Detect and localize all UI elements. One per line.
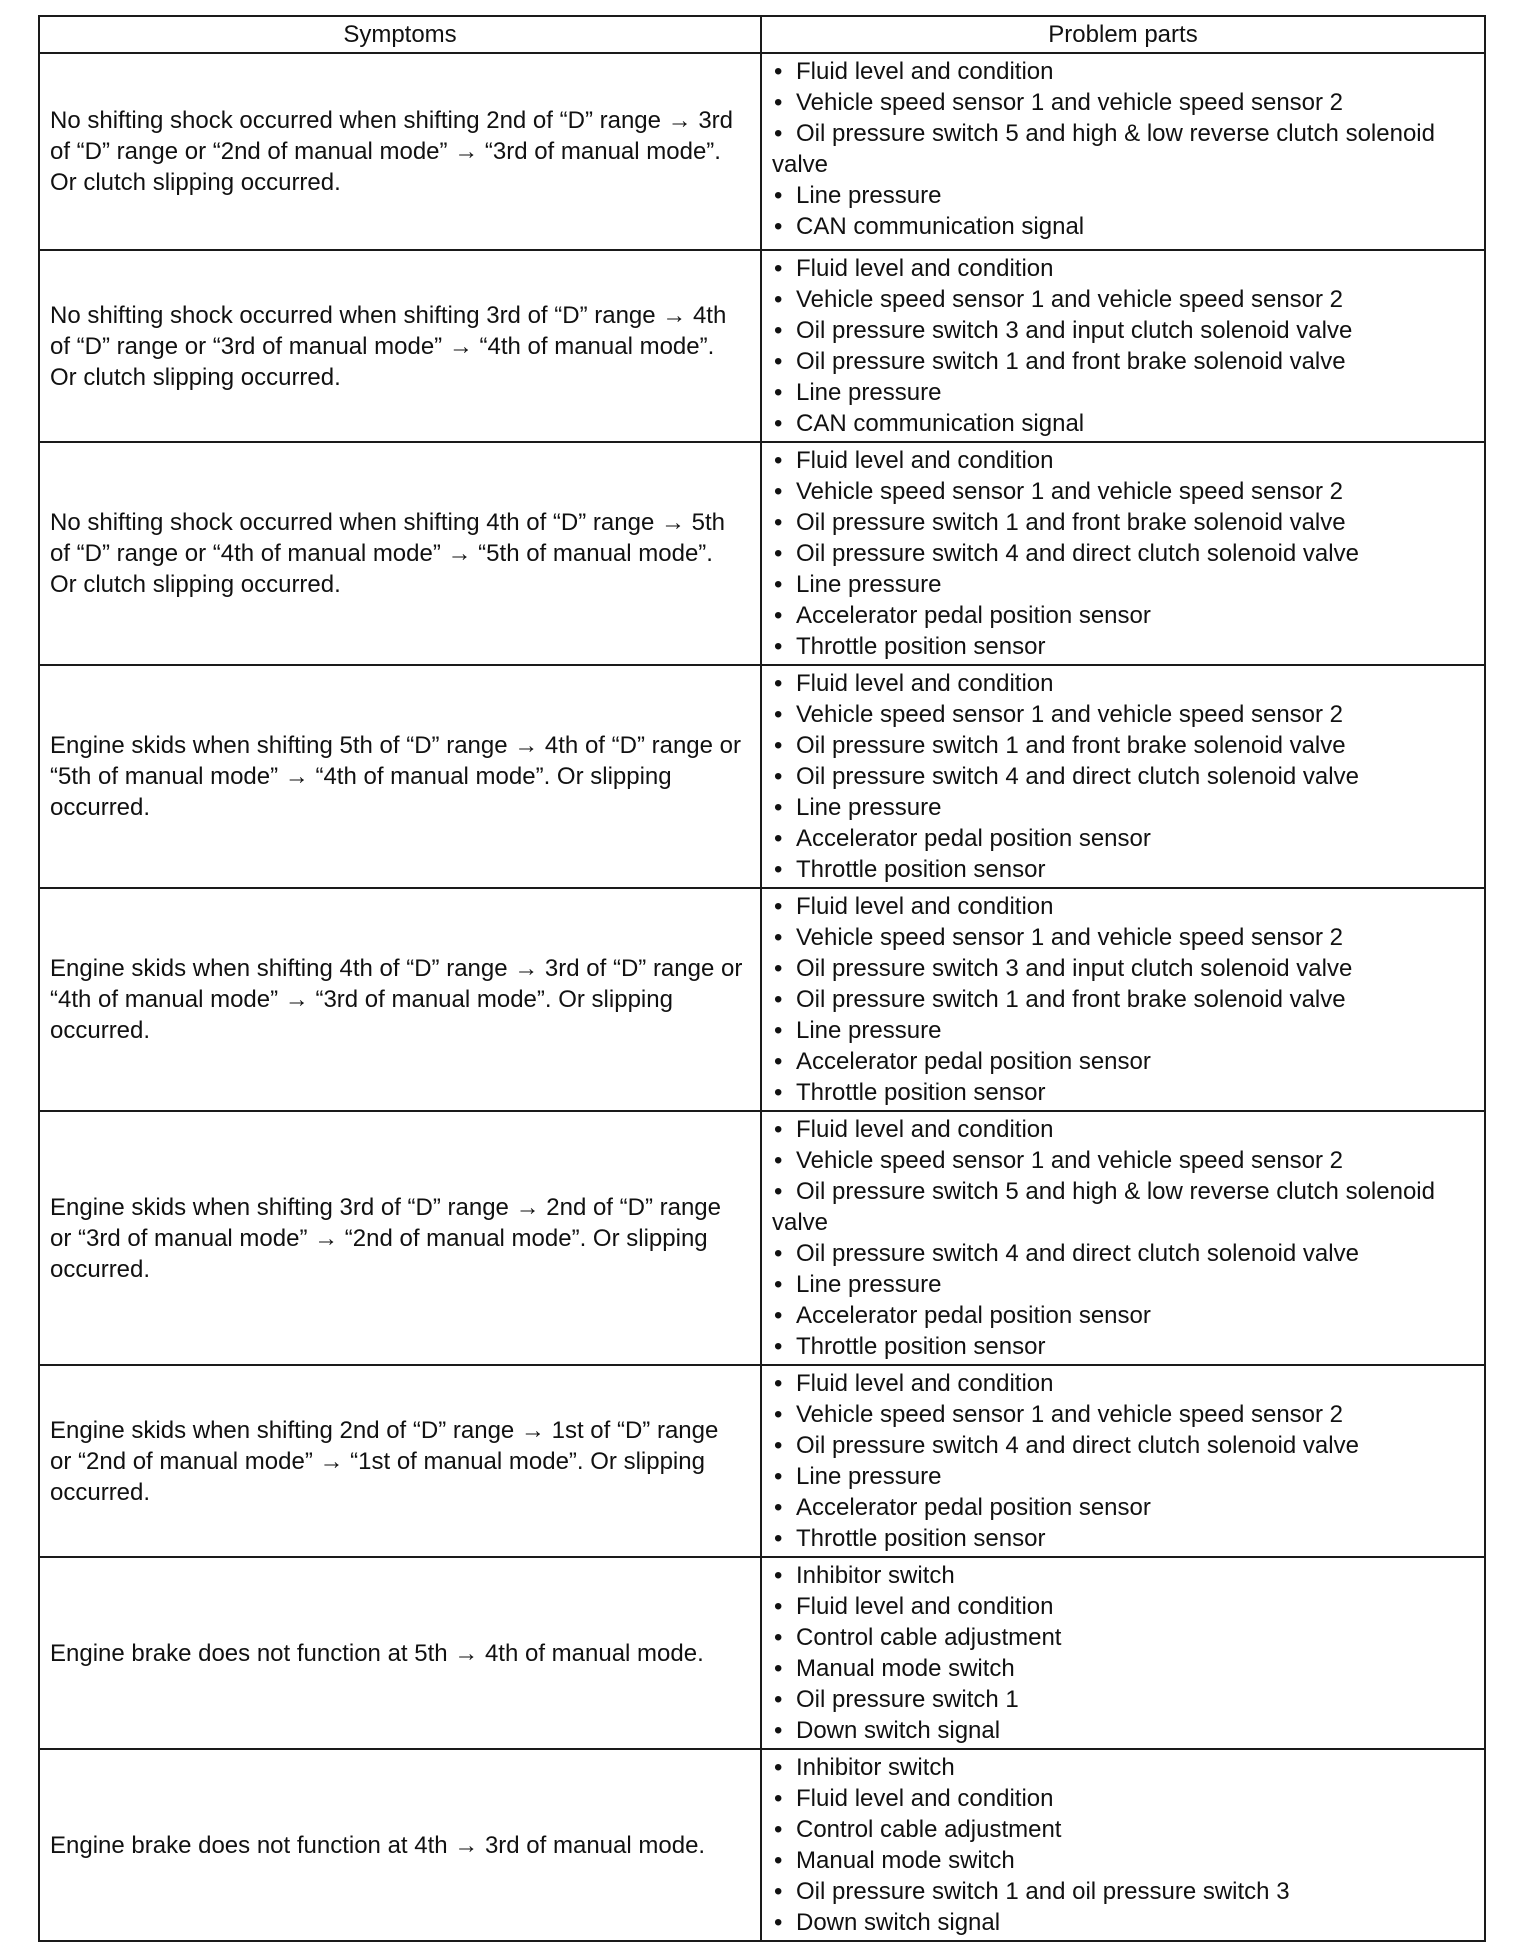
problem-parts-list [772, 56, 1476, 242]
symptom-cell: Engine brake does not function at 4th → 3rd of manual mode. [39, 1749, 761, 1941]
problem-part-item: • Oil pressure switch 1 and front brake solenoid valve [772, 984, 1476, 1015]
problem-part-item: • Inhibitor switch [772, 1560, 1476, 1591]
symptom-cell: Engine skids when shifting 5th of “D” range → 4th of “D” range or “5th of manual mode” → “4th of manual mode”. Or slipping occurred. [39, 665, 761, 888]
table-row [39, 1365, 1485, 1557]
table-row [39, 665, 1485, 888]
problem-part-item: • Accelerator pedal position sensor [772, 1492, 1476, 1523]
header-problem-parts: Problem parts [761, 16, 1485, 53]
problem-part-item: • Vehicle speed sensor 1 and vehicle speed sensor 2 [772, 1399, 1476, 1430]
problem-parts-list [772, 1114, 1476, 1362]
table-row [39, 1111, 1485, 1365]
problem-part-item: • Fluid level and condition [772, 1114, 1476, 1145]
table-row [39, 53, 1485, 250]
problem-part-item: • Manual mode switch [772, 1845, 1476, 1876]
problem-part-item: • Fluid level and condition [772, 56, 1476, 87]
problem-part-item: • Accelerator pedal position sensor [772, 823, 1476, 854]
problem-part-item: • Line pressure [772, 377, 1476, 408]
problem-parts-cell [761, 250, 1485, 442]
problem-part-item: • Vehicle speed sensor 1 and vehicle speed sensor 2 [772, 1145, 1476, 1176]
problem-parts-list [772, 253, 1476, 439]
symptom-cell: Engine skids when shifting 2nd of “D” range → 1st of “D” range or “2nd of manual mode” → “1st of manual mode”. Or slipping occurred. [39, 1365, 761, 1557]
problem-part-item: • Vehicle speed sensor 1 and vehicle speed sensor 2 [772, 284, 1476, 315]
problem-part-item: • Down switch signal [772, 1715, 1476, 1746]
problem-part-item: • Down switch signal [772, 1907, 1476, 1938]
problem-part-item: • Line pressure [772, 180, 1476, 211]
problem-part-item: • Throttle position sensor [772, 854, 1476, 885]
problem-part-item: • Accelerator pedal position sensor [772, 1300, 1476, 1331]
problem-part-item: • Oil pressure switch 4 and direct clutch solenoid valve [772, 538, 1476, 569]
problem-parts-list [772, 891, 1476, 1108]
table-row [39, 250, 1485, 442]
problem-part-item: • Oil pressure switch 1 and oil pressure switch 3 [772, 1876, 1476, 1907]
problem-parts-cell [761, 442, 1485, 665]
problem-parts-cell [761, 1365, 1485, 1557]
problem-part-item: • Oil pressure switch 5 and high & low reverse clutch solenoid valve [772, 1176, 1476, 1238]
problem-parts-list [772, 445, 1476, 662]
symptom-cell: No shifting shock occurred when shifting 3rd of “D” range → 4th of “D” range or “3rd of manual mode” → “4th of manual mode”. Or clutch slipping occurred. [39, 250, 761, 442]
problem-part-item: • Manual mode switch [772, 1653, 1476, 1684]
problem-part-item: • Oil pressure switch 3 and input clutch solenoid valve [772, 315, 1476, 346]
problem-part-item: • Throttle position sensor [772, 1331, 1476, 1362]
problem-part-item: • Fluid level and condition [772, 445, 1476, 476]
problem-part-item: • Fluid level and condition [772, 891, 1476, 922]
symptom-cell: No shifting shock occurred when shifting 2nd of “D” range → 3rd of “D” range or “2nd of manual mode” → “3rd of manual mode”. Or clutch slipping occurred. [39, 53, 761, 250]
problem-part-item: • Control cable adjustment [772, 1622, 1476, 1653]
symptom-cell: Engine brake does not function at 5th → 4th of manual mode. [39, 1557, 761, 1749]
problem-parts-cell [761, 665, 1485, 888]
problem-part-item: • Fluid level and condition [772, 668, 1476, 699]
problem-part-item: • CAN communication signal [772, 408, 1476, 439]
problem-part-item: • Inhibitor switch [772, 1752, 1476, 1783]
problem-part-item: • Throttle position sensor [772, 631, 1476, 662]
problem-part-item: • Oil pressure switch 1 and front brake solenoid valve [772, 730, 1476, 761]
problem-parts-cell [761, 53, 1485, 250]
problem-part-item: • Throttle position sensor [772, 1523, 1476, 1554]
problem-part-item: • Line pressure [772, 792, 1476, 823]
problem-part-item: • Oil pressure switch 4 and direct clutch solenoid valve [772, 1238, 1476, 1269]
problem-part-item: • Oil pressure switch 5 and high & low reverse clutch solenoid valve [772, 118, 1476, 180]
problem-part-item: • Line pressure [772, 1269, 1476, 1300]
problem-part-item: • Line pressure [772, 1015, 1476, 1046]
problem-part-item: • Throttle position sensor [772, 1077, 1476, 1108]
problem-parts-list [772, 1560, 1476, 1746]
problem-part-item: • Oil pressure switch 1 and front brake solenoid valve [772, 346, 1476, 377]
problem-parts-cell [761, 888, 1485, 1111]
problem-part-item: • Vehicle speed sensor 1 and vehicle speed sensor 2 [772, 699, 1476, 730]
problem-parts-list [772, 1752, 1476, 1938]
problem-part-item: • Vehicle speed sensor 1 and vehicle speed sensor 2 [772, 476, 1476, 507]
problem-part-item: • Accelerator pedal position sensor [772, 1046, 1476, 1077]
problem-part-item: • Oil pressure switch 4 and direct clutch solenoid valve [772, 761, 1476, 792]
symptom-cell: No shifting shock occurred when shifting 4th of “D” range → 5th of “D” range or “4th of manual mode” → “5th of manual mode”. Or clutch slipping occurred. [39, 442, 761, 665]
problem-part-item: • Fluid level and condition [772, 1591, 1476, 1622]
problem-parts-list [772, 1368, 1476, 1554]
problem-part-item: • Accelerator pedal position sensor [772, 600, 1476, 631]
table-row [39, 888, 1485, 1111]
header-row [39, 16, 1485, 53]
problem-part-item: • Control cable adjustment [772, 1814, 1476, 1845]
problem-parts-list [772, 668, 1476, 885]
header-symptoms: Symptoms [39, 16, 761, 53]
symptoms-table [38, 15, 1486, 1942]
problem-part-item: • CAN communication signal [772, 211, 1476, 242]
symptom-cell: Engine skids when shifting 4th of “D” range → 3rd of “D” range or “4th of manual mode” → “3rd of manual mode”. Or slipping occurred. [39, 888, 761, 1111]
problem-part-item: • Oil pressure switch 1 [772, 1684, 1476, 1715]
problem-part-item: • Line pressure [772, 569, 1476, 600]
problem-parts-cell [761, 1749, 1485, 1941]
problem-part-item: • Line pressure [772, 1461, 1476, 1492]
problem-part-item: • Vehicle speed sensor 1 and vehicle speed sensor 2 [772, 922, 1476, 953]
problem-part-item: • Vehicle speed sensor 1 and vehicle speed sensor 2 [772, 87, 1476, 118]
problem-part-item: • Fluid level and condition [772, 1368, 1476, 1399]
table-body [39, 53, 1485, 1941]
table-row [39, 1749, 1485, 1941]
symptom-cell: Engine skids when shifting 3rd of “D” range → 2nd of “D” range or “3rd of manual mode” → “2nd of manual mode”. Or slipping occurred. [39, 1111, 761, 1365]
table-row [39, 442, 1485, 665]
problem-parts-cell [761, 1111, 1485, 1365]
problem-part-item: • Oil pressure switch 4 and direct clutch solenoid valve [772, 1430, 1476, 1461]
problem-part-item: • Oil pressure switch 1 and front brake solenoid valve [772, 507, 1476, 538]
table-row [39, 1557, 1485, 1749]
problem-parts-cell [761, 1557, 1485, 1749]
problem-part-item: • Fluid level and condition [772, 253, 1476, 284]
problem-part-item: • Oil pressure switch 3 and input clutch solenoid valve [772, 953, 1476, 984]
problem-part-item: • Fluid level and condition [772, 1783, 1476, 1814]
